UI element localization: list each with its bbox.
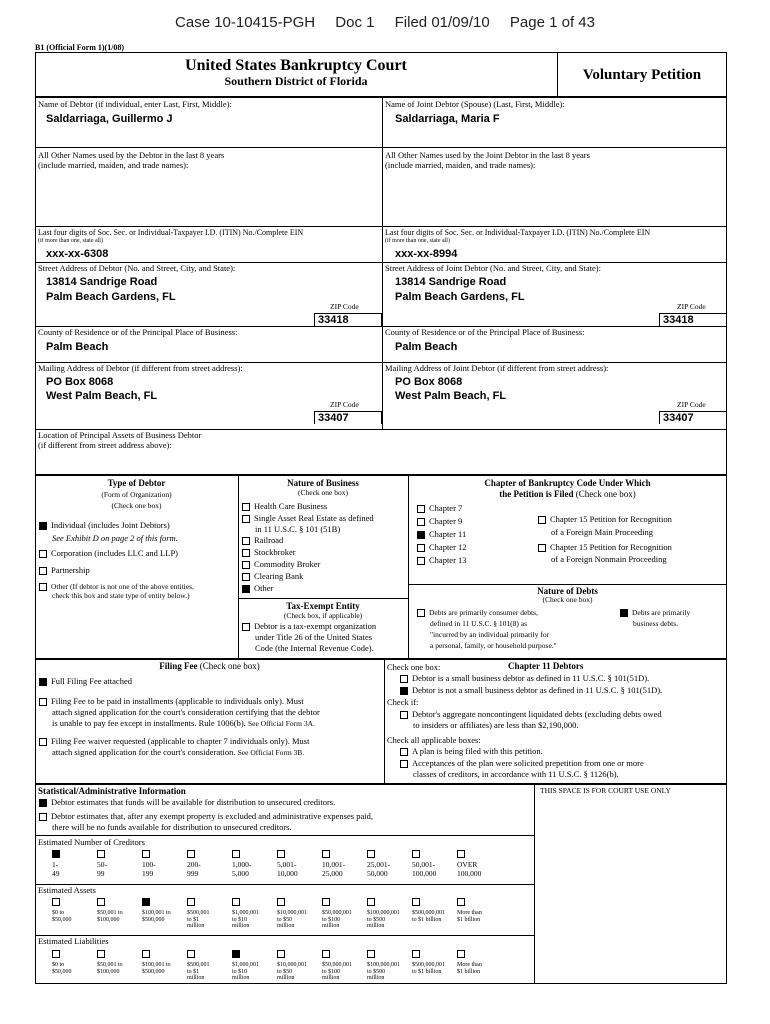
consumer-debts-line3: "incurred by an individual primarily for [430,630,550,639]
money-range-text: $50,000,001 [322,910,352,916]
money-range-label [457,962,482,975]
money-range-label [97,962,123,975]
aggregate-debts-checkbox[interactable] [400,711,408,719]
creditors-range-text: 1- [52,860,59,869]
ch11-check-if: Check if: [387,697,419,707]
page-number: Page 1 of 43 [509,14,595,31]
creditors-range-label [457,861,481,878]
joint-mail-zip-label: ZIP Code [677,400,706,409]
money-range-text: $100,001 to [142,910,171,916]
money-range-text: to $10 [232,968,248,975]
money-range-label [412,910,445,923]
creditors-range-label [232,861,251,878]
debtor-street-line2: Palm Beach Gardens, FL [46,291,176,303]
nature-debts-title: Nature of Debts [537,586,598,596]
money-range-text: $500,000,001 [412,962,445,968]
money-range-text: million [322,923,340,930]
chapter-title-filed: the Petition is Filed [499,489,574,499]
creditors-range-label [412,861,436,878]
money-range-text: $0 to [52,910,65,916]
business-debts-line2: business debts. [633,619,678,628]
chapter-11-checkbox[interactable] [417,531,425,539]
money-checkbox-3[interactable] [187,898,195,906]
creditors-range-text: 100,000 [457,868,482,878]
plan-filed-checkbox[interactable] [400,748,408,756]
chapter-15-nonmain-sub: of a Foreign Nonmain Proceeding [551,554,667,564]
stat-title: Statistical/Administrative Information [38,786,186,796]
case-header [0,14,770,31]
type-of-debtor-sub2: (Check one box) [111,501,162,510]
money-checkbox-1[interactable] [97,950,105,958]
money-range-label [142,910,171,923]
money-checkbox-8[interactable] [412,898,420,906]
installments-option[interactable]: Filing Fee to be paid in installments (applicable to individuals only). Must [39,697,304,707]
stockbroker-checkbox[interactable] [242,549,250,557]
waiver-checkbox[interactable] [39,738,47,746]
money-range-text: to $50 [277,916,293,923]
money-checkbox-8[interactable] [412,950,420,958]
debtor-name: Saldarriaga, Guillermo J [46,113,173,125]
money-range-text: $1 billion [457,968,481,975]
money-checkbox-0[interactable] [52,950,60,958]
commodity-broker-checkbox[interactable] [242,561,250,569]
debtor-mail-line1: PO Box 8068 [46,376,114,388]
creditors-range-text: 99 [97,868,105,878]
nature-business-title: Nature of Business [287,478,359,488]
money-range-text: $100,000,001 [367,962,400,968]
nature-debts-sub: (Check one box) [542,595,593,604]
clearing-bank-option[interactable]: Clearing Bank [242,572,303,582]
money-range-text: to $10 [232,916,248,923]
creditors-checkbox-6[interactable] [322,850,330,858]
joint-zip-label: ZIP Code [677,302,706,311]
creditors-checkbox-7[interactable] [367,850,375,858]
debtor-zip: 33418 [318,314,349,326]
commodity-broker-option[interactable]: Commodity Broker [242,560,320,570]
assets-label: Estimated Assets [38,885,96,895]
form-id: B1 (Official Form 1)(1/08) [35,43,125,52]
money-range-label [52,910,72,923]
money-range-text: to $1 billion [412,968,442,975]
ch11-check-all: Check all applicable boxes: [387,735,481,745]
acceptances-checkbox[interactable] [400,760,408,768]
money-range-label [187,962,210,982]
other-business-option[interactable]: Other [242,584,273,594]
money-checkbox-2[interactable] [142,898,150,906]
filing-fee-title: Filing Fee [159,661,198,671]
money-range-text: million [232,923,250,930]
debtor-name-label: Name of Debtor (if individual, enter Last, First, Middle): [38,99,232,109]
acceptances-option[interactable]: Acceptances of the plan were solicited prepetition from one or more [400,759,644,769]
exhibit-d-note: See Exhibit D on page 2 of this form. [52,533,178,543]
creditors-range-text: 25,001- [367,860,391,869]
corporation-checkbox[interactable] [39,550,47,558]
waiver-consideration: attach signed application for the court's consideration. [52,747,236,757]
creditors-range-text: 200- [187,860,201,869]
waiver-option[interactable]: Filing Fee waiver requested (applicable to chapter 7 individuals only). Must [39,737,309,747]
business-debts-option[interactable]: Debts are primarily [620,608,690,618]
creditors-range-label [277,861,298,878]
money-range-label [322,962,352,982]
other-entity-option[interactable]: Other (If debtor is not one of the above entities, [39,582,194,592]
joint-mail-line2: West Palm Beach, FL [395,390,507,402]
aggregate-debts-option[interactable]: Debtor's aggregate noncontingent liquidated debts (excluding debts owed [400,710,662,720]
installments-line3 [52,719,315,729]
money-range-text: million [277,975,295,982]
money-checkbox-1[interactable] [97,898,105,906]
health-care-checkbox[interactable] [242,503,250,511]
creditors-range-text: 1,000- [232,860,252,869]
aggregate-debts-line2: to insiders or affiliates) are less than $2,190,000. [413,720,579,730]
chapter-12-option[interactable]: Chapter 12 [417,543,467,553]
plan-filed-option[interactable]: A plan is being filed with this petition. [400,747,543,757]
court-district: Southern District of Florida [224,74,368,88]
money-range-text: million [322,975,340,982]
money-checkbox-4[interactable] [232,898,240,906]
money-range-text: to $1 [187,968,200,975]
money-range-label [232,910,259,930]
filed-date: Filed 01/09/10 [394,14,490,31]
full-fee-checkbox[interactable] [39,678,47,686]
joint-other-names-sub: (include married, maiden, and trade names): [385,160,536,170]
debtor-ssn: xxx-xx-6308 [46,248,109,260]
money-range-text: to $100 [322,916,341,923]
corporation-option[interactable]: Corporation (includes LLC and LLP) [39,549,178,559]
full-fee-option[interactable]: Full Filing Fee attached [39,677,132,687]
single-asset-sub: in 11 U.S.C. § 101 (51B) [255,524,341,534]
creditors-range-text: 199 [142,868,154,878]
nature-business-sub: (Check one box) [298,488,348,497]
funds-available-checkbox[interactable] [39,799,47,807]
money-range-text: $50,000,001 [322,962,352,968]
partnership-checkbox[interactable] [39,567,47,575]
court-use-label: THIS SPACE IS FOR COURT USE ONLY [540,786,671,795]
money-range-text: $1 billion [457,916,481,923]
creditors-checkbox-4[interactable] [232,850,240,858]
money-range-text: $100,000 [97,916,120,923]
money-range-text: $10,000,001 [277,962,307,968]
ch11-title: Chapter 11 Debtors [508,661,584,671]
chapter-15-nonmain-checkbox[interactable] [538,544,546,552]
tax-exempt-line2: under Title 26 of the United States [255,632,373,642]
stockbroker-option[interactable]: Stockbroker [242,548,296,558]
creditors-range-text: 100- [142,860,156,869]
filing-fee-sub: (Check one box) [199,661,260,671]
money-range-text: $500,001 [187,910,210,916]
location-sub: (if different from street address above): [38,440,172,450]
money-range-text: to $1 billion [412,916,442,923]
railroad-option[interactable]: Railroad [242,536,283,546]
creditors-range-text: 5,001- [277,860,297,869]
clearing-bank-checkbox[interactable] [242,573,250,581]
money-range-text: $100,000 [97,968,120,975]
money-range-label [142,962,171,975]
installments-checkbox[interactable] [39,698,47,706]
small-business-option[interactable]: Debtor is a small business debtor as defined in 11 U.S.C. § 101(51D). [400,674,649,684]
funds-available-option[interactable]: Debtor estimates that funds will be available for distribution to unsecured creditors. [39,798,335,808]
chapter-7-option[interactable]: Chapter 7 [417,504,462,514]
creditors-range-text: 100,000 [412,868,437,878]
money-range-text: to $500 [367,968,386,975]
court-title: United States Bankruptcy Court [185,57,407,74]
tax-exempt-title: Tax-Exempt Entity [286,601,360,611]
small-business-checkbox[interactable] [400,675,408,683]
money-range-text: million [187,975,205,982]
money-checkbox-6[interactable] [322,950,330,958]
individual-checkbox[interactable] [39,522,47,530]
creditors-checkbox-9[interactable] [457,850,465,858]
money-range-text: $100,001 to [142,962,171,968]
railroad-checkbox[interactable] [242,537,250,545]
chapter-title: Chapter of Bankruptcy Code Under Which [484,478,651,488]
money-checkbox-5[interactable] [277,898,285,906]
voluntary-petition-title: Voluntary Petition [582,67,702,83]
no-funds-checkbox[interactable] [39,813,47,821]
chapter-7-checkbox[interactable] [417,505,425,513]
money-range-text: $10,000,001 [277,910,307,916]
debtor-mail-label: Mailing Address of Debtor (if different from street address): [38,363,243,373]
consumer-debts-line4: a personal, family, or household purpose." [430,641,557,650]
money-checkbox-9[interactable] [457,950,465,958]
joint-street-line2: Palm Beach Gardens, FL [395,291,525,303]
creditors-range-text: 10,000 [277,868,298,878]
consumer-debts-line2: defined in 11 U.S.C. § 101(8) as [430,619,528,628]
money-range-text: to $100 [322,968,341,975]
money-range-text: million [187,923,205,930]
creditors-range-label [322,861,345,878]
joint-zip: 33418 [663,314,694,326]
money-range-text: $500,001 [187,962,210,968]
money-range-text: $100,000,001 [367,910,400,916]
installments-form: See Official Form 3A. [247,719,315,728]
acceptances-line2: classes of creditors, in accordance with 11 U.S.C. § 1126(b). [413,769,619,779]
chapter-13-option[interactable]: Chapter 13 [417,556,467,566]
joint-ssn-sub: (if more than one, state all) [385,238,450,244]
case-number: Case 10-10415-PGH [175,14,316,31]
debtor-mail-zip-label: ZIP Code [330,400,359,409]
debtor-other-names-sub: (include married, maiden, and trade names): [38,160,189,170]
debtor-county-label: County of Residence or of the Principal Place of Business: [38,327,238,337]
joint-street-label: Street Address of Joint Debtor (No. and Street, City, and State): [385,263,601,273]
creditors-range-label [142,861,156,878]
joint-mail-zip: 33407 [663,412,694,424]
money-range-text: $50,000 [52,968,72,975]
money-range-text: $500,000 [142,916,165,923]
creditors-range-text: 10,001- [322,860,346,869]
other-entity-checkbox[interactable] [39,583,47,591]
money-range-label [367,962,400,982]
money-checkbox-3[interactable] [187,950,195,958]
joint-ssn-label: Last four digits of Soc. Sec. or Individual-Taxpayer I.D. (ITIN) No./Complete EIN [385,228,651,237]
health-care-option[interactable]: Health Care Business [242,502,327,512]
money-checkbox-4[interactable] [232,950,240,958]
filing-fee-title-row [35,661,384,671]
tax-exempt-sub: (Check box, if applicable) [283,611,363,620]
debtor-street-line1: 13814 Sandrige Road [46,276,158,288]
money-range-text: $500,000,001 [412,910,445,916]
single-asset-checkbox[interactable] [242,515,250,523]
waiver-form: See Official Form 3B. [237,748,305,757]
ch11-check-one: Check one box: [387,662,441,672]
creditors-checkbox-2[interactable] [142,850,150,858]
money-range-text: $0 to [52,962,65,968]
creditors-range-label [97,861,107,878]
not-small-business-option[interactable]: Debtor is not a small business debtor as defined in 11 U.S.C. § 101(51D). [400,686,662,696]
creditors-range-text: 50- [97,860,107,869]
chapter-15-nonmain-option[interactable]: Chapter 15 Petition for Recognition [538,543,672,553]
partnership-option[interactable]: Partnership [39,566,90,576]
money-range-text: million [277,923,295,930]
money-range-label [367,910,400,930]
liabilities-label: Estimated Liabilities [38,936,109,946]
money-range-text: to $500 [367,916,386,923]
joint-county: Palm Beach [395,341,458,353]
chapter-15-main-sub: of a Foreign Main Proceeding [551,527,653,537]
joint-county-label: County of Residence or of the Principal Place of Business: [385,327,585,337]
location-label: Location of Principal Assets of Business Debtor [38,430,202,440]
money-range-label [97,910,123,923]
money-range-text: $50,001 to [97,910,123,916]
money-range-text: million [367,923,385,930]
chapter-15-main-option[interactable]: Chapter 15 Petition for Recognition [538,515,672,525]
creditors-range-text: 50,001- [412,860,436,869]
creditors-checkbox-5[interactable] [277,850,285,858]
money-range-text: More than [457,962,482,968]
creditors-range-text: 25,000 [322,868,343,878]
joint-street-line1: 13814 Sandrige Road [395,276,507,288]
money-range-text: million [232,975,250,982]
money-range-text: $1,000,001 [232,962,259,968]
consumer-debts-checkbox[interactable] [417,609,425,617]
chapter-9-option[interactable]: Chapter 9 [417,517,462,527]
money-range-label [232,962,259,982]
consumer-debts-option[interactable]: Debts are primarily consumer debts, [417,608,538,618]
chapter-15-main-checkbox[interactable] [538,516,546,524]
type-of-debtor-title: Type of Debtor [107,478,166,488]
creditors-range-label [187,861,201,878]
joint-mail-line1: PO Box 8068 [395,376,463,388]
creditors-checkbox-3[interactable] [187,850,195,858]
joint-mail-label: Mailing Address of Joint Debtor (if different from street address): [385,363,609,373]
no-funds-line2: there will be no funds available for distribution to unsecured creditors. [52,822,292,832]
money-range-label [322,910,352,930]
chapter-13-checkbox[interactable] [417,557,425,565]
single-asset-option[interactable]: Single Asset Real Estate as defined [242,514,374,524]
tax-exempt-option[interactable]: Debtor is a tax-exempt organization [242,622,376,632]
money-checkbox-2[interactable] [142,950,150,958]
debtor-ssn-sub: (if more than one, state all) [38,238,103,244]
debtor-mail-line2: West Palm Beach, FL [46,390,158,402]
creditors-checkbox-1[interactable] [97,850,105,858]
debtor-other-names-label: All Other Names used by the Debtor in the last 8 years [38,150,225,160]
tax-exempt-line3: Code (the Internal Revenue Code). [255,643,374,653]
debtor-zip-label: ZIP Code [330,302,359,311]
money-range-label [457,910,482,923]
debtor-street-label: Street Address of Debtor (No. and Street, City, and State): [38,263,236,273]
money-checkbox-9[interactable] [457,898,465,906]
creditors-range-label [52,861,60,878]
installments-rule: is unable to pay fee except in installments. Rule 1006(b). [52,718,246,728]
joint-name-label: Name of Joint Debtor (Spouse) (Last, First, Middle): [385,99,565,109]
money-range-text: $50,001 to [97,962,123,968]
chapter-9-checkbox[interactable] [417,518,425,526]
money-checkbox-7[interactable] [367,950,375,958]
other-business-checkbox[interactable] [242,585,250,593]
money-range-text: $500,000 [142,968,165,975]
not-small-business-checkbox[interactable] [400,687,408,695]
creditors-range-label [367,861,390,878]
individual-option[interactable]: Individual (includes Joint Debtors) [39,521,170,531]
money-range-label [187,910,210,930]
installments-line2: attach signed application for the court's consideration certifying that the debtor [52,707,320,717]
money-range-text: $50,000 [52,916,72,923]
chapter-title-line2 [408,489,727,499]
creditors-range-text: 999 [187,868,199,878]
tax-exempt-checkbox[interactable] [242,623,250,631]
creditors-checkbox-0[interactable] [52,850,60,858]
money-range-text: to $50 [277,968,293,975]
chapter-title-check: (Check one box) [575,489,636,499]
other-entity-sub: check this box and state type of entity below.) [52,591,190,600]
debtor-mail-zip: 33407 [318,412,349,424]
chapter-11-option[interactable]: Chapter 11 [417,530,466,540]
money-checkbox-7[interactable] [367,898,375,906]
money-range-label [277,962,307,982]
money-range-label [277,910,307,930]
type-of-debtor-sub1: (Form of Organization) [101,490,172,499]
chapter-12-checkbox[interactable] [417,544,425,552]
money-range-label [52,962,72,975]
money-range-text: More than [457,910,482,916]
debtor-county: Palm Beach [46,341,109,353]
creditors-range-text: 50,000 [367,868,388,878]
money-checkbox-0[interactable] [52,898,60,906]
creditors-range-text: OVER [457,860,478,869]
money-range-text: million [367,975,385,982]
joint-name: Saldarriaga, Maria F [395,113,500,125]
money-range-label [412,962,445,975]
joint-other-names-label: All Other Names used by the Joint Debtor in the last 8 years [385,150,590,160]
debtor-ssn-label: Last four digits of Soc. Sec. or Individual-Taxpayer I.D. (ITIN) No./Complete EIN [38,228,304,237]
creditors-label: Estimated Number of Creditors [38,837,145,847]
money-checkbox-5[interactable] [277,950,285,958]
joint-ssn: xxx-xx-8994 [395,248,458,260]
business-debts-checkbox[interactable] [620,609,628,617]
money-checkbox-6[interactable] [322,898,330,906]
money-range-text: $1,000,001 [232,910,259,916]
money-range-text: to $1 [187,916,200,923]
doc-number: Doc 1 [335,14,375,31]
no-funds-option[interactable]: Debtor estimates that, after any exempt property is excluded and administrative expenses paid, [39,812,373,822]
creditors-range-text: 49 [52,868,60,878]
creditors-range-text: 5,000 [232,868,249,878]
creditors-checkbox-8[interactable] [412,850,420,858]
waiver-line2 [52,748,304,758]
